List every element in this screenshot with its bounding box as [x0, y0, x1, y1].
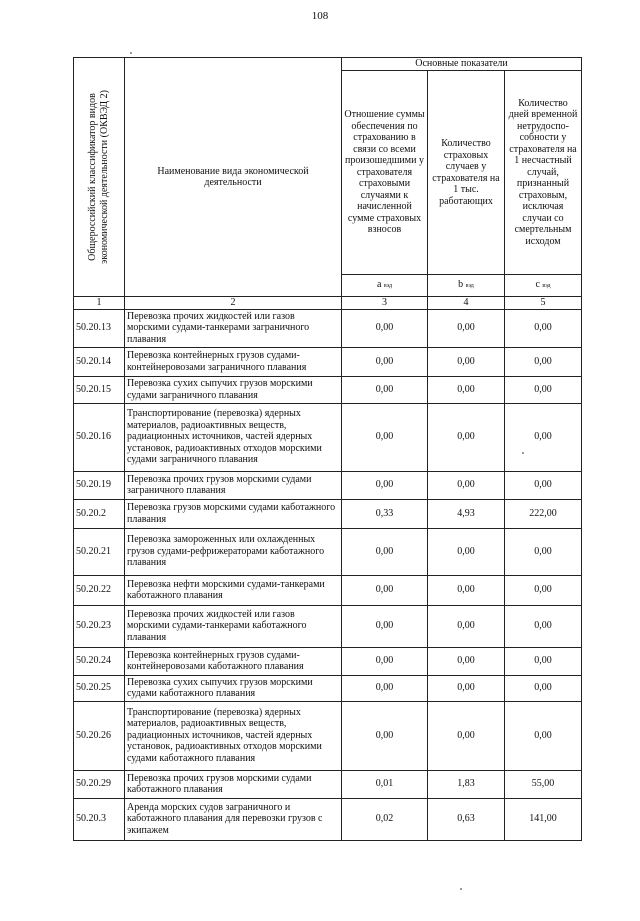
value-c: 0,00 [505, 647, 582, 675]
activity-name: Перевозка прочих жидкостей или газов морскими судами-танкерами каботажного плавания [125, 605, 342, 647]
activity-name: Аренда морских судов заграничного и каботажного плавания для перевозки грузов с экипажем [125, 798, 342, 840]
activity-name: Перевозка контейнерных грузов судами-контейнеровозами каботажного плавания [125, 647, 342, 675]
value-a: 0,00 [342, 647, 428, 675]
okved-code: 50.20.26 [74, 701, 125, 770]
table-row [74, 701, 582, 770]
okved-code: 50.20.25 [74, 675, 125, 701]
value-a: 0,00 [342, 309, 428, 347]
table-row [74, 347, 582, 376]
value-a: 0,00 [342, 605, 428, 647]
value-a: 0,00 [342, 701, 428, 770]
okved-header-cell [74, 58, 125, 297]
column-number: 3 [342, 297, 428, 310]
table-row [74, 605, 582, 647]
column-number: 1 [74, 297, 125, 310]
okved-code: 50.20.15 [74, 376, 125, 403]
col-b-header: Количество страховых случаев у страхователя на 1 тыс. работающих [428, 71, 505, 275]
okved-code: 50.20.2 [74, 499, 125, 528]
okved-code: 50.20.13 [74, 309, 125, 347]
table-row [74, 499, 582, 528]
name-header-cell [125, 58, 342, 297]
activity-name: Транспортирование (перевозка) ядерных материалов, радиоактивных веществ, радиационных источников, частей ядерных установок, радиоактивных отходов морскими судами заграничного плавания [125, 403, 342, 471]
okved-code: 50.20.29 [74, 770, 125, 798]
value-c: 0,00 [505, 347, 582, 376]
value-c: 0,00 [505, 403, 582, 471]
value-a: 0,00 [342, 575, 428, 605]
value-b: 4,93 [428, 499, 505, 528]
activity-name: Перевозка грузов морскими судами каботажного плавания [125, 499, 342, 528]
name-header: Наименование вида экономической деятельности [157, 165, 309, 188]
value-b: 0,63 [428, 798, 505, 840]
activity-name: Перевозка сухих сыпучих грузов морскими судами заграничного плавания [125, 376, 342, 403]
value-a: 0,00 [342, 675, 428, 701]
value-c: 222,00 [505, 499, 582, 528]
value-c: 0,00 [505, 376, 582, 403]
table-row [74, 675, 582, 701]
value-a: 0,00 [342, 471, 428, 499]
value-c: 0,00 [505, 701, 582, 770]
value-c: 0,00 [505, 471, 582, 499]
table-row [74, 575, 582, 605]
col-a-header: Отношение суммы обеспечения по страхованию в связи со всеми произошедшими у страхователя страховыми случаями к начисленной сумме страховых взносов [342, 71, 428, 275]
okved-code: 50.20.23 [74, 605, 125, 647]
table-header [74, 58, 582, 310]
scan-speck [130, 52, 132, 54]
value-b: 0,00 [428, 376, 505, 403]
table-row [74, 798, 582, 840]
col-c-header: Количество дней временной нетрудоспо-собности у страхователя на 1 несчастный случай, признанный страховым, исключая случаи со смертельным исходом [505, 71, 582, 275]
table-row [74, 403, 582, 471]
value-b: 0,00 [428, 675, 505, 701]
value-c: 0,00 [505, 605, 582, 647]
table-row [74, 376, 582, 403]
column-number: 5 [505, 297, 582, 310]
value-a: 0,00 [342, 347, 428, 376]
value-b: 0,00 [428, 647, 505, 675]
value-b: 0,00 [428, 403, 505, 471]
value-a: 0,00 [342, 403, 428, 471]
column-number: 2 [125, 297, 342, 310]
scan-speck [460, 888, 462, 890]
value-a: 0,02 [342, 798, 428, 840]
value-a: 0,33 [342, 499, 428, 528]
value-a: 0,00 [342, 376, 428, 403]
table-row [74, 471, 582, 499]
okved-code: 50.20.19 [74, 471, 125, 499]
activity-name: Перевозка нефти морскими судами-танкерами каботажного плавания [125, 575, 342, 605]
col-b-symbol: b вэд [428, 275, 505, 297]
value-c: 0,00 [505, 575, 582, 605]
value-c: 141,00 [505, 798, 582, 840]
column-number-row [74, 297, 582, 310]
activity-name: Перевозка замороженных или охлажденных грузов судами-рефрижераторами каботажного плавания [125, 528, 342, 575]
indicators-table [73, 57, 582, 841]
value-c: 0,00 [505, 675, 582, 701]
okved-code: 50.20.16 [74, 403, 125, 471]
value-c: 55,00 [505, 770, 582, 798]
activity-name: Перевозка сухих сыпучих грузов морскими судами каботажного плавания [125, 675, 342, 701]
table-row [74, 647, 582, 675]
value-b: 1,83 [428, 770, 505, 798]
table-body [74, 309, 582, 840]
value-a: 0,00 [342, 528, 428, 575]
col-c-symbol: c вэд [505, 275, 582, 297]
value-b: 0,00 [428, 701, 505, 770]
okved-code: 50.20.3 [74, 798, 125, 840]
main-indicators-header: Основные показатели [342, 58, 582, 71]
activity-name: Перевозка контейнерных грузов судами-контейнеровозами заграничного плавания [125, 347, 342, 376]
column-number: 4 [428, 297, 505, 310]
activity-name: Перевозка прочих грузов морскими судами каботажного плавания [125, 770, 342, 798]
table-row [74, 309, 582, 347]
value-b: 0,00 [428, 605, 505, 647]
page-number: 108 [311, 10, 329, 22]
value-b: 0,00 [428, 575, 505, 605]
value-b: 0,00 [428, 528, 505, 575]
okved-code: 50.20.21 [74, 528, 125, 575]
activity-name: Перевозка прочих жидкостей или газов морскими судами-танкерами заграничного плавания [125, 309, 342, 347]
value-b: 0,00 [428, 309, 505, 347]
okved-header-line1: Общероссийский классификатор видов [87, 93, 98, 261]
value-c: 0,00 [505, 309, 582, 347]
activity-name: Транспортирование (перевозка) ядерных материалов, радиоактивных веществ, радиационных источников, частей ядерных установок, радиоактивных отходов морскими судами каботажного плавания [125, 701, 342, 770]
value-c: 0,00 [505, 528, 582, 575]
value-b: 0,00 [428, 347, 505, 376]
okved-code: 50.20.22 [74, 575, 125, 605]
okved-code: 50.20.14 [74, 347, 125, 376]
table-row [74, 528, 582, 575]
okved-header-line2: экономической деятельности (ОКВЭД 2) [99, 90, 110, 264]
scan-speck [522, 452, 524, 454]
activity-name: Перевозка прочих грузов морскими судами заграничного плавания [125, 471, 342, 499]
value-b: 0,00 [428, 471, 505, 499]
col-a-symbol: a вэд [342, 275, 428, 297]
value-a: 0,01 [342, 770, 428, 798]
table-row [74, 770, 582, 798]
okved-code: 50.20.24 [74, 647, 125, 675]
